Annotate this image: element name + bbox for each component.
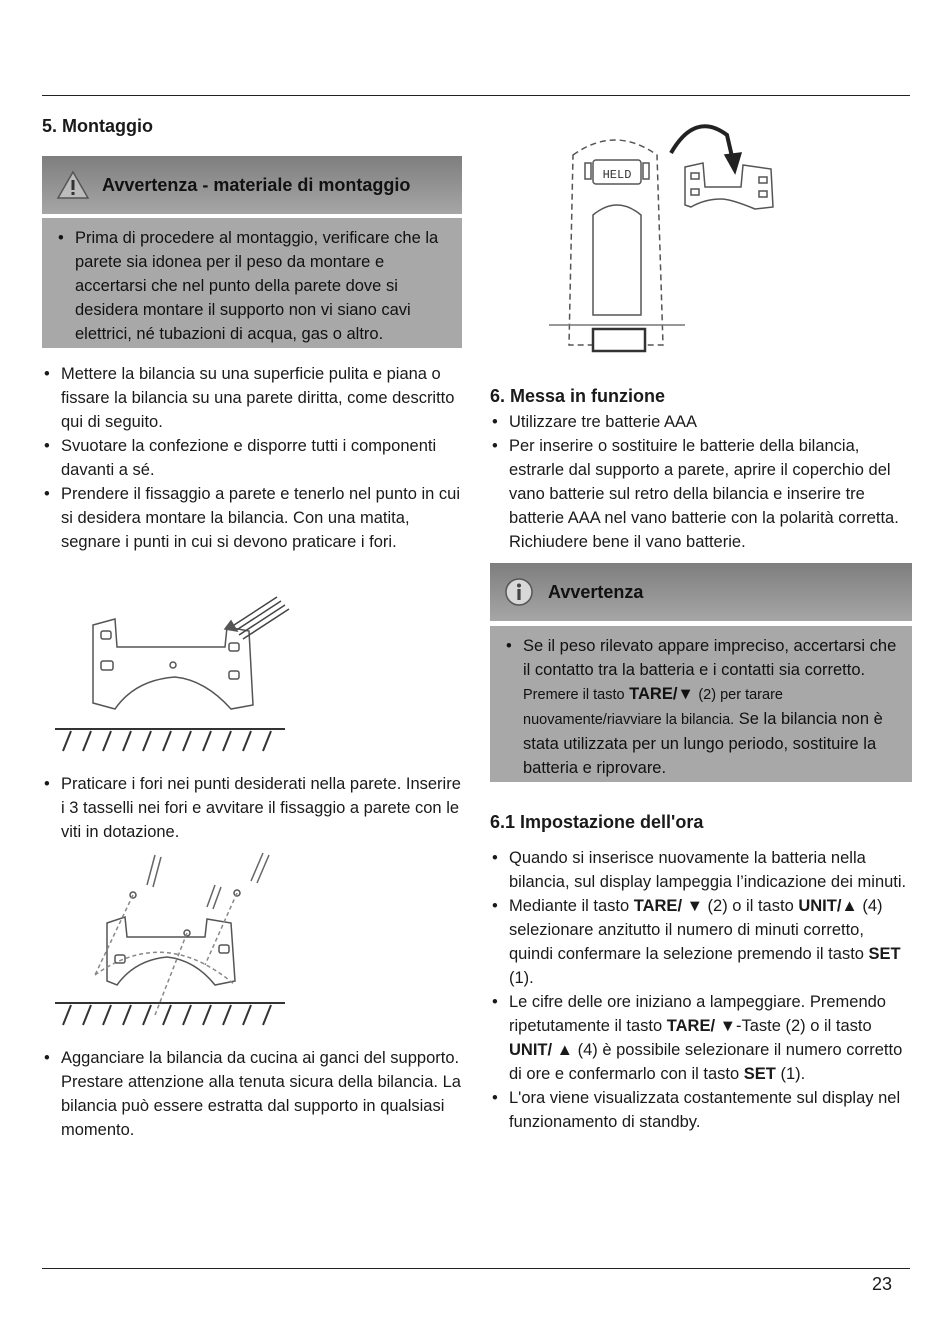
note-text-2b: (2) per tarare nuovamente/riavviare la bilancia. <box>523 687 783 728</box>
mark-holes-illustration <box>55 585 295 755</box>
section-6-1-list <box>490 846 912 1134</box>
list-item <box>490 990 912 1086</box>
tare-key-label: TARE/▼ <box>629 685 694 703</box>
scale-display-text: HELD <box>602 168 632 182</box>
warning-triangle-icon <box>56 170 90 200</box>
note-title: Avvertenza <box>548 581 644 602</box>
section-6-1-heading: 6.1 Impostazione dell'ora <box>490 812 704 832</box>
list-item: • Agganciare la bilancia da cucina ai ganci del supporto. Prestare attenzione alla tenuta sicura della bilancia. La bilancia può essere estratta dal supporto in qualsiasi momento. <box>42 1046 462 1142</box>
scale-holder-illustration <box>545 115 795 360</box>
unit-key-label: UNIT/▲ <box>798 897 858 915</box>
list-item: • Utilizzare tre batterie AAA <box>490 410 912 434</box>
tare-key-label: TARE/ ▼ <box>666 1017 736 1035</box>
text: Le cifre delle ore iniziano a lampeggiare. Premendo ripetutamente il tasto <box>509 993 886 1035</box>
text: (4) è possibile selezionare il numero corretto di ore e confermarlo con il tasto <box>509 1041 903 1083</box>
list-item: • L'ora viene visualizzata costantemente sul display nel funzionamento di standby. <box>490 1086 912 1134</box>
unit-key-label: UNIT/ ▲ <box>509 1041 573 1059</box>
section-6-list <box>490 410 912 554</box>
set-key-label: SET <box>743 1065 776 1083</box>
warning-body <box>42 218 462 348</box>
warning-title: Avvertenza - materiale di montaggio <box>102 174 411 195</box>
warning-text: • Prima di procedere al montaggio, verificare che la parete sia idonea per il peso da montare e accertarsi che nel punto della parete dove si desidera montare il supporto non vi siano cavi elettrici, né tubazioni di acqua, gas o altro. <box>56 226 448 346</box>
section-6-heading: 6. Messa in funzione <box>490 386 666 406</box>
section-5-heading: 5. Montaggio <box>42 116 153 136</box>
screw-mount-illustration <box>55 845 295 1035</box>
text: (4) selezionare anzitutto il numero di minuti corretto, quindi confermare la selezione premendo il tasto <box>509 897 883 963</box>
tare-key-label: TARE/ ▼ <box>633 897 703 915</box>
drill-step-list <box>42 772 462 844</box>
list-item: • Praticare i fori nei punti desiderati nella parete. Inserire i 3 tasselli nei fori e avvitare il fissaggio a parete con le viti in dotazione. <box>42 772 462 844</box>
hang-step-list <box>42 1046 462 1142</box>
page-number: 23 <box>871 1274 892 1294</box>
list-item: • Quando si inserisce nuovamente la batteria nella bilancia, sul display lampeggia l’indicazione dei minuti. <box>490 846 912 894</box>
text: (2) o il tasto <box>707 897 794 915</box>
list-item: • Per inserire o sostituire le batterie della bilancia, estrarle dal supporto a parete, aprire il coperchio del vano batterie sul retro della bilancia e inserire tre batterie AAA nel vano batterie con la polarità corretta. Richiudere bene il vano batterie. <box>490 434 912 554</box>
note-body <box>490 626 912 782</box>
note-text-3: Se la bilancia non è stata utilizzata per un lungo periodo, sostituire la batteria e riprovare. <box>523 710 883 777</box>
text: (1). <box>780 1065 806 1083</box>
text: -Taste (2) o il tasto <box>735 1017 872 1035</box>
list-item: • Prendere il fissaggio a parete e tenerlo nel punto in cui si desidera montare la bilancia. Con una matita, segnare i punti in cui si devono praticare i fori. <box>42 482 462 554</box>
top-rule <box>42 95 910 96</box>
note-text <box>504 634 898 780</box>
list-item <box>490 894 912 990</box>
warning-header <box>42 156 462 214</box>
info-icon <box>504 577 534 607</box>
note-header <box>490 563 912 621</box>
list-item: • Svuotare la confezione e disporre tutti i componenti davanti a sé. <box>42 434 462 482</box>
bottom-rule <box>42 1268 910 1269</box>
list-item: • Mettere la bilancia su una superficie pulita e piana o fissare la bilancia su una parete diritta, come descritto qui di seguito. <box>42 362 462 434</box>
set-key-label: SET <box>868 945 901 963</box>
note-text-2a: Premere il tasto <box>523 687 625 703</box>
note-text-1: Se il peso rilevato appare impreciso, accertarsi che il contatto tra la batteria e i contatti sia corretto. <box>523 637 897 679</box>
mount-steps-list <box>42 362 462 554</box>
text: Mediante il tasto <box>509 897 630 915</box>
text: (1). <box>509 969 534 987</box>
